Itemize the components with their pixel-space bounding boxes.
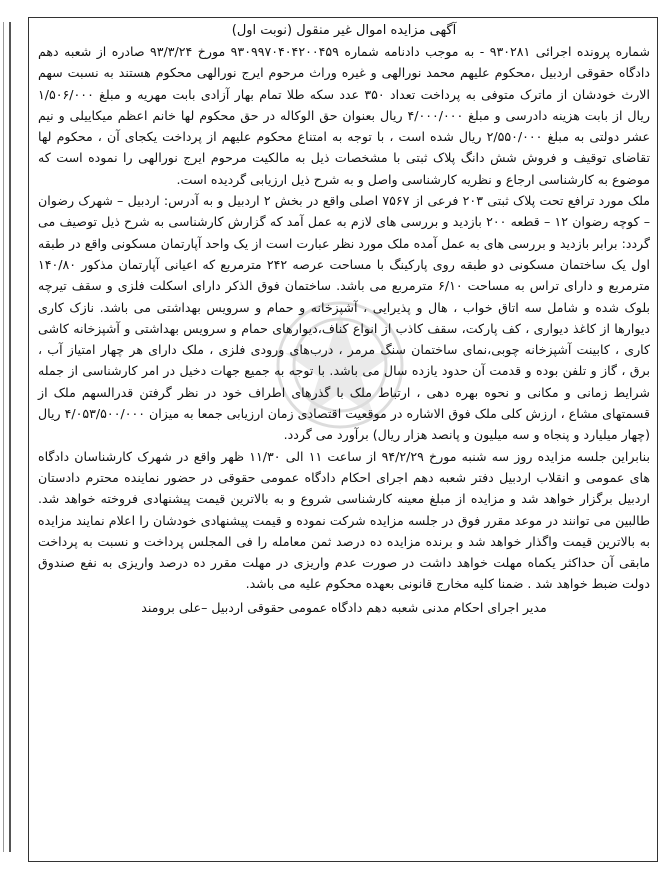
page-edge-rule (3, 22, 4, 852)
auction-notice (38, 20, 650, 618)
notice-title: آگهی مزایده اموال غیر منقول (نوبت اول) (231, 23, 457, 38)
column-divider-rule (9, 22, 11, 852)
notice-signature: مدیر اجرای احکام مدنی شعبه دهم دادگاه عمومی حقوقی اردبیل –علی برومند (141, 599, 547, 615)
notice-paragraph-property: ملک مورد ترافع تحت پلاک ثبتی ۲۰۳ فرعی از ۷۵۶۷ اصلی واقع در بخش ۲ اردبیل و به آدرس: اردبیل – شهرک رضوان – کوچه رضوان ۱۲ – قطعه ۲۰۰ بازدید و بررسی های لازم به عمل آمد که گزارش کارشناسی به شرح ذیل توصیف می گردد: برابر بازدید و بررسی های به عمل آمده ملک مورد نظر عبارت است از یک واحد آپارتمان مسکونی واقع در طبقه اول یک ساختمان مسکونی دو طبقه روی پارکینگ با مساحت عرصه ۲۴۲ مترمربع که اعیانی آپارتمان مذکور ۱۴۰/۸۰ مترمربع و دارای تراس به مساحت ۶/۱۰ مترمربع می باشد. ساختمان فوق الذکر دارای اسکلت فلزی و سقف تیرچه بلوک شده و شامل سه اتاق خواب ، هال و پذیرایی ، آشپزخانه و حمام و سرویس بهداشتی می باشد. نازک کاری دیوارها از کاغذ دیواری ، کف پارکت، سقف کاذب از انواع کناف،دیوارهای حمام و سرویس بهداشتی و آشپزخانه کاشی کاری ، کابینت آشپزخانه چوبی،نمای ساختمان سنگ مرمر ، درب‌های ورودی فلزی ، ملک دارای هر چهار امتیاز آب ، برق ، گاز و تلفن بوده و قدمت آن حدود یازده سال می باشد. با توجه به جمیع جهات دخیل در امر کارشناسی از جمله شرایط زمانی و مکانی و نحوه بهره دهی ، ارتباط ملک با گذرهای اطراف خود در نظر گرفتن قدرالسهم ملک از قسمتهای مشاع ، ارزش کلی ملک فوق الاشاره در موقعیت اقتصادی زمان ارزیابی جمعا به میزان ۴/۰۵۳/۵۰۰/۰۰۰ ریال (چهار میلیارد و پنجاه و سه میلیون و پانصد هزار ریال) برآورد می گردد. (38, 193, 651, 443)
notice-paragraph-ruling: شماره پرونده اجرائی ۹۳۰۲۸۱ - به موجب دادنامه شماره ۹۳۰۹۹۷۰۴۰۴۲۰۰۴۵۹ مورخ ۹۳/۳/۲۴ صادره از شعبه دهم دادگاه حقوقی اردبیل ،محکوم علیهم محمد نورالهی و غیره وراث مرحوم ایرج نورالهی محکوم هستند به نسبت سهم الارث خودشان از ماترک متوفی به پرداخت تعداد ۳۵۰ عدد سکه طلا تمام بهار آزادی بابت مهریه و مبلغ ۱/۵۰۶/۰۰۰ ریال از بابت هزینه دادرسی و مبلغ ۴/۰۰۰/۰۰۰ ریال بعنوان حق الوکاله در حق محکوم لها خانم اعظم میکاییلی و نیم عشر دولتی به مبلغ ۲/۵۵۰/۰۰۰ ریال شده است ، با توجه به امتناع محکوم علیهم از پرداخت یکجای آن ، محکوم لها تقاضای توقیف و فروش شش دانگ پلاک ثبتی با مشخصات ذیل به مالکیت مرحوم ایرج نورالهی را نموده است که موضوع به کارشناسی ارجاع و نظریه کارشناسی واصل و به شرح ذیل ارزیابی گردیده است. (38, 44, 650, 187)
notice-paragraph-session: بنابراین جلسه مزایده روز سه شنبه مورخ ۹۴/۲/۲۹ از ساعت ۱۱ الی ۱۱/۳۰ ظهر واقع در شهرک کارشناسان دادگاه های عمومی و انقلاب اردبیل دفتر شعبه دهم اجرای احکام دادگاه عمومی حقوقی در حضور نماینده محترم دادستان اردبیل برگزار خواهد شد و مزایده از مبلغ معینه کارشناسی شروع و به بالاترین قیمت پیشنهادی فروخته خواهد شد. طالبین می توانند در موعد مقرر فوق در جلسه مزایده شرکت نموده و قیمت پیشنهادی خودشان را اعلام نمایند مزایده به بالاترین قیمت واگذار خواهد شد و برنده مزایده ده درصد ثمن معامله را فی المجلس پرداخت و نسبت به پرداخت مابقی آن حداکثر یکماه مهلت خواهد داشت در صورت عدم واریزی در مهلت مقرر ده درصد واریزی به نفع صندوق دولت ضبط خواهد شد . ضمنا کلیه مخارج قانونی بعهده محکوم علیه می باشد. (38, 448, 650, 592)
